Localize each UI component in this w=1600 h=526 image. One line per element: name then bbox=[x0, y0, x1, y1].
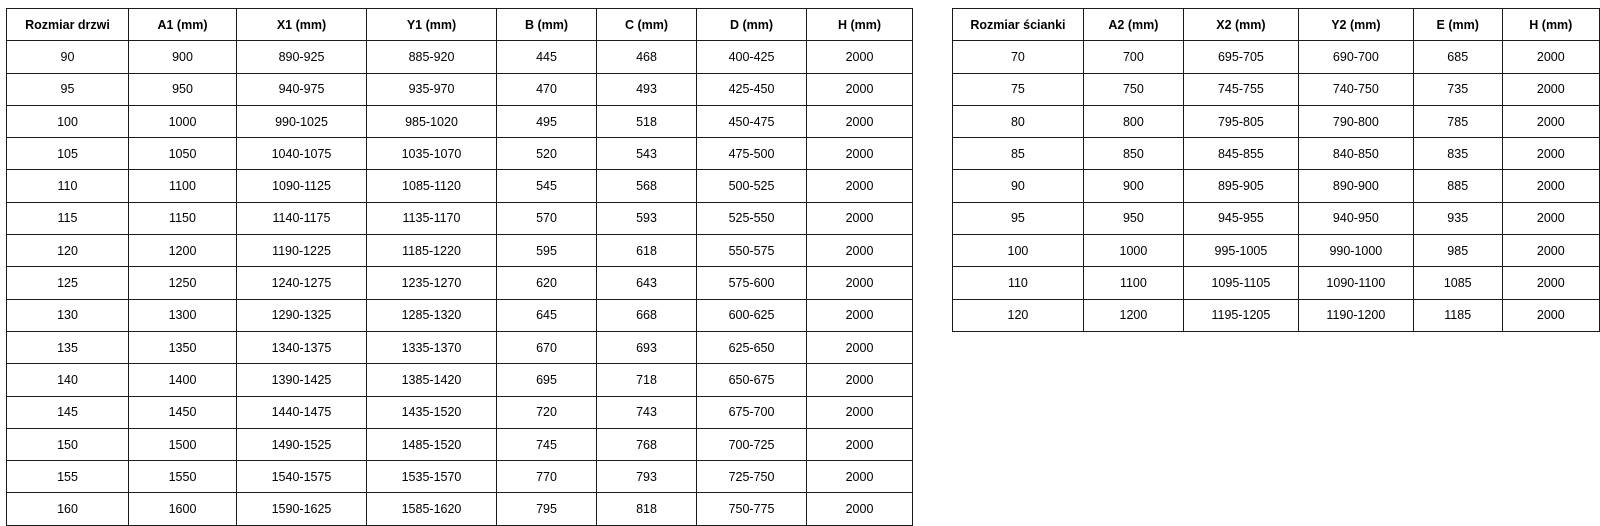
cell: 135 bbox=[7, 331, 129, 363]
cell: 115 bbox=[7, 202, 129, 234]
cell: 935-970 bbox=[367, 73, 497, 105]
table-row bbox=[953, 235, 1600, 267]
cell: 125 bbox=[7, 267, 129, 299]
wall-table-body bbox=[953, 41, 1600, 332]
table-header-row bbox=[7, 9, 913, 41]
cell: 1200 bbox=[1083, 299, 1183, 331]
cell: 1435-1520 bbox=[367, 396, 497, 428]
cell: 1000 bbox=[129, 105, 237, 137]
cell: 120 bbox=[953, 299, 1084, 331]
table-row bbox=[7, 364, 913, 396]
cell: 1090-1125 bbox=[237, 170, 367, 202]
door-table-body bbox=[7, 41, 913, 525]
cell: 518 bbox=[597, 105, 697, 137]
cell: 935 bbox=[1413, 202, 1502, 234]
cell: 150 bbox=[7, 428, 129, 460]
cell: 895-905 bbox=[1183, 170, 1298, 202]
table-row bbox=[953, 299, 1600, 331]
cell: 1500 bbox=[129, 428, 237, 460]
cell: 520 bbox=[497, 138, 597, 170]
cell: 160 bbox=[7, 493, 129, 525]
cell: 1385-1420 bbox=[367, 364, 497, 396]
cell: 1095-1105 bbox=[1183, 267, 1298, 299]
cell: 1250 bbox=[129, 267, 237, 299]
cell: 2000 bbox=[807, 299, 913, 331]
cell: 995-1005 bbox=[1183, 235, 1298, 267]
cell: 468 bbox=[597, 41, 697, 73]
cell: 890-925 bbox=[237, 41, 367, 73]
cell: 2000 bbox=[807, 267, 913, 299]
column-header-c: C (mm) bbox=[597, 9, 697, 41]
cell: 543 bbox=[597, 138, 697, 170]
cell: 1440-1475 bbox=[237, 396, 367, 428]
column-header-x2: X2 (mm) bbox=[1183, 9, 1298, 41]
cell: 130 bbox=[7, 299, 129, 331]
cell: 693 bbox=[597, 331, 697, 363]
cell: 750 bbox=[1083, 73, 1183, 105]
cell: 1185 bbox=[1413, 299, 1502, 331]
table-row bbox=[953, 73, 1600, 105]
cell: 100 bbox=[7, 105, 129, 137]
cell: 675-700 bbox=[697, 396, 807, 428]
cell: 2000 bbox=[807, 138, 913, 170]
cell: 890-900 bbox=[1298, 170, 1413, 202]
cell: 2000 bbox=[807, 461, 913, 493]
table-row bbox=[953, 170, 1600, 202]
cell: 2000 bbox=[1502, 105, 1599, 137]
cell: 700 bbox=[1083, 41, 1183, 73]
cell: 2000 bbox=[807, 105, 913, 137]
table-row bbox=[7, 73, 913, 105]
cell: 885-920 bbox=[367, 41, 497, 73]
cell: 110 bbox=[953, 267, 1084, 299]
cell: 618 bbox=[597, 235, 697, 267]
cell: 643 bbox=[597, 267, 697, 299]
cell: 790-800 bbox=[1298, 105, 1413, 137]
column-header-y2: Y2 (mm) bbox=[1298, 9, 1413, 41]
column-header-a2: A2 (mm) bbox=[1083, 9, 1183, 41]
table-row bbox=[7, 428, 913, 460]
table-row bbox=[7, 235, 913, 267]
cell: 1285-1320 bbox=[367, 299, 497, 331]
cell: 145 bbox=[7, 396, 129, 428]
cell: 1550 bbox=[129, 461, 237, 493]
cell: 850 bbox=[1083, 138, 1183, 170]
cell: 700-725 bbox=[697, 428, 807, 460]
door-size-table-container bbox=[6, 8, 913, 526]
cell: 90 bbox=[7, 41, 129, 73]
cell: 2000 bbox=[807, 493, 913, 525]
wall-size-table-container bbox=[952, 8, 1600, 332]
cell: 645 bbox=[497, 299, 597, 331]
cell: 2000 bbox=[1502, 170, 1599, 202]
table-row bbox=[953, 202, 1600, 234]
cell: 1450 bbox=[129, 396, 237, 428]
cell: 1185-1220 bbox=[367, 235, 497, 267]
table-row bbox=[7, 396, 913, 428]
cell: 1390-1425 bbox=[237, 364, 367, 396]
cell: 450-475 bbox=[697, 105, 807, 137]
table-row bbox=[7, 299, 913, 331]
cell: 725-750 bbox=[697, 461, 807, 493]
table-row bbox=[7, 267, 913, 299]
cell: 840-850 bbox=[1298, 138, 1413, 170]
cell: 595 bbox=[497, 235, 597, 267]
cell: 1085 bbox=[1413, 267, 1502, 299]
cell: 768 bbox=[597, 428, 697, 460]
cell: 670 bbox=[497, 331, 597, 363]
cell: 570 bbox=[497, 202, 597, 234]
cell: 1235-1270 bbox=[367, 267, 497, 299]
cell: 718 bbox=[597, 364, 697, 396]
cell: 75 bbox=[953, 73, 1084, 105]
cell: 1100 bbox=[129, 170, 237, 202]
cell: 1035-1070 bbox=[367, 138, 497, 170]
cell: 2000 bbox=[807, 202, 913, 234]
cell: 695 bbox=[497, 364, 597, 396]
column-header-h: H (mm) bbox=[807, 9, 913, 41]
cell: 500-525 bbox=[697, 170, 807, 202]
table-row bbox=[7, 493, 913, 525]
cell: 1085-1120 bbox=[367, 170, 497, 202]
table-row bbox=[7, 138, 913, 170]
cell: 1000 bbox=[1083, 235, 1183, 267]
cell: 835 bbox=[1413, 138, 1502, 170]
column-header-x1: X1 (mm) bbox=[237, 9, 367, 41]
table-row bbox=[7, 202, 913, 234]
cell: 95 bbox=[953, 202, 1084, 234]
cell: 593 bbox=[597, 202, 697, 234]
table-row bbox=[953, 41, 1600, 73]
cell: 575-600 bbox=[697, 267, 807, 299]
column-header-d: D (mm) bbox=[697, 9, 807, 41]
cell: 85 bbox=[953, 138, 1084, 170]
cell: 1540-1575 bbox=[237, 461, 367, 493]
cell: 105 bbox=[7, 138, 129, 170]
cell: 1200 bbox=[129, 235, 237, 267]
cell: 110 bbox=[7, 170, 129, 202]
cell: 470 bbox=[497, 73, 597, 105]
cell: 1535-1570 bbox=[367, 461, 497, 493]
cell: 1190-1225 bbox=[237, 235, 367, 267]
cell: 2000 bbox=[807, 331, 913, 363]
cell: 2000 bbox=[1502, 235, 1599, 267]
cell: 985 bbox=[1413, 235, 1502, 267]
cell: 720 bbox=[497, 396, 597, 428]
cell: 2000 bbox=[1502, 299, 1599, 331]
cell: 950 bbox=[1083, 202, 1183, 234]
column-header-y1: Y1 (mm) bbox=[367, 9, 497, 41]
column-header-h: H (mm) bbox=[1502, 9, 1599, 41]
wall-size-table bbox=[952, 8, 1600, 332]
cell: 2000 bbox=[1502, 202, 1599, 234]
column-header-rozmiar-drzwi: Rozmiar drzwi bbox=[7, 9, 129, 41]
column-header-e: E (mm) bbox=[1413, 9, 1502, 41]
cell: 1485-1520 bbox=[367, 428, 497, 460]
cell: 550-575 bbox=[697, 235, 807, 267]
cell: 1340-1375 bbox=[237, 331, 367, 363]
cell: 1290-1325 bbox=[237, 299, 367, 331]
cell: 745 bbox=[497, 428, 597, 460]
cell: 70 bbox=[953, 41, 1084, 73]
cell: 1040-1075 bbox=[237, 138, 367, 170]
cell: 140 bbox=[7, 364, 129, 396]
cell: 475-500 bbox=[697, 138, 807, 170]
door-size-table bbox=[6, 8, 913, 526]
cell: 950 bbox=[129, 73, 237, 105]
table-row bbox=[7, 331, 913, 363]
cell: 845-855 bbox=[1183, 138, 1298, 170]
cell: 1135-1170 bbox=[367, 202, 497, 234]
cell: 1240-1275 bbox=[237, 267, 367, 299]
cell: 545 bbox=[497, 170, 597, 202]
cell: 1190-1200 bbox=[1298, 299, 1413, 331]
cell: 100 bbox=[953, 235, 1084, 267]
cell: 735 bbox=[1413, 73, 1502, 105]
cell: 785 bbox=[1413, 105, 1502, 137]
cell: 568 bbox=[597, 170, 697, 202]
cell: 2000 bbox=[807, 41, 913, 73]
wall-table-header bbox=[953, 9, 1600, 41]
cell: 2000 bbox=[807, 235, 913, 267]
cell: 990-1000 bbox=[1298, 235, 1413, 267]
cell: 793 bbox=[597, 461, 697, 493]
cell: 2000 bbox=[807, 396, 913, 428]
cell: 1335-1370 bbox=[367, 331, 497, 363]
cell: 690-700 bbox=[1298, 41, 1413, 73]
cell: 685 bbox=[1413, 41, 1502, 73]
cell: 1350 bbox=[129, 331, 237, 363]
cell: 900 bbox=[129, 41, 237, 73]
cell: 985-1020 bbox=[367, 105, 497, 137]
cell: 2000 bbox=[807, 73, 913, 105]
table-row bbox=[7, 170, 913, 202]
cell: 940-950 bbox=[1298, 202, 1413, 234]
cell: 1585-1620 bbox=[367, 493, 497, 525]
cell: 155 bbox=[7, 461, 129, 493]
table-row bbox=[7, 461, 913, 493]
cell: 620 bbox=[497, 267, 597, 299]
cell: 2000 bbox=[807, 364, 913, 396]
cell: 625-650 bbox=[697, 331, 807, 363]
cell: 495 bbox=[497, 105, 597, 137]
cell: 1600 bbox=[129, 493, 237, 525]
cell: 743 bbox=[597, 396, 697, 428]
cell: 800 bbox=[1083, 105, 1183, 137]
cell: 885 bbox=[1413, 170, 1502, 202]
cell: 990-1025 bbox=[237, 105, 367, 137]
cell: 2000 bbox=[807, 170, 913, 202]
cell: 750-775 bbox=[697, 493, 807, 525]
table-row bbox=[953, 138, 1600, 170]
column-header-a1: A1 (mm) bbox=[129, 9, 237, 41]
cell: 95 bbox=[7, 73, 129, 105]
cell: 900 bbox=[1083, 170, 1183, 202]
cell: 2000 bbox=[1502, 41, 1599, 73]
table-header-row bbox=[953, 9, 1600, 41]
cell: 945-955 bbox=[1183, 202, 1298, 234]
table-row bbox=[7, 41, 913, 73]
column-header-b: B (mm) bbox=[497, 9, 597, 41]
cell: 1140-1175 bbox=[237, 202, 367, 234]
cell: 940-975 bbox=[237, 73, 367, 105]
cell: 1490-1525 bbox=[237, 428, 367, 460]
cell: 795-805 bbox=[1183, 105, 1298, 137]
cell: 745-755 bbox=[1183, 73, 1298, 105]
cell: 445 bbox=[497, 41, 597, 73]
cell: 425-450 bbox=[697, 73, 807, 105]
table-row bbox=[7, 105, 913, 137]
cell: 90 bbox=[953, 170, 1084, 202]
cell: 120 bbox=[7, 235, 129, 267]
cell: 1100 bbox=[1083, 267, 1183, 299]
cell: 1400 bbox=[129, 364, 237, 396]
column-header-rozmiar-scianki: Rozmiar ścianki bbox=[953, 9, 1084, 41]
cell: 770 bbox=[497, 461, 597, 493]
cell: 668 bbox=[597, 299, 697, 331]
cell: 650-675 bbox=[697, 364, 807, 396]
cell: 795 bbox=[497, 493, 597, 525]
cell: 1050 bbox=[129, 138, 237, 170]
cell: 600-625 bbox=[697, 299, 807, 331]
table-row bbox=[953, 267, 1600, 299]
cell: 818 bbox=[597, 493, 697, 525]
cell: 740-750 bbox=[1298, 73, 1413, 105]
cell: 80 bbox=[953, 105, 1084, 137]
cell: 1195-1205 bbox=[1183, 299, 1298, 331]
door-table-header bbox=[7, 9, 913, 41]
cell: 695-705 bbox=[1183, 41, 1298, 73]
table-row bbox=[953, 105, 1600, 137]
cell: 2000 bbox=[807, 428, 913, 460]
cell: 1090-1100 bbox=[1298, 267, 1413, 299]
cell: 493 bbox=[597, 73, 697, 105]
cell: 1300 bbox=[129, 299, 237, 331]
cell: 1150 bbox=[129, 202, 237, 234]
cell: 2000 bbox=[1502, 267, 1599, 299]
cell: 2000 bbox=[1502, 73, 1599, 105]
cell: 400-425 bbox=[697, 41, 807, 73]
cell: 2000 bbox=[1502, 138, 1599, 170]
cell: 525-550 bbox=[697, 202, 807, 234]
cell: 1590-1625 bbox=[237, 493, 367, 525]
